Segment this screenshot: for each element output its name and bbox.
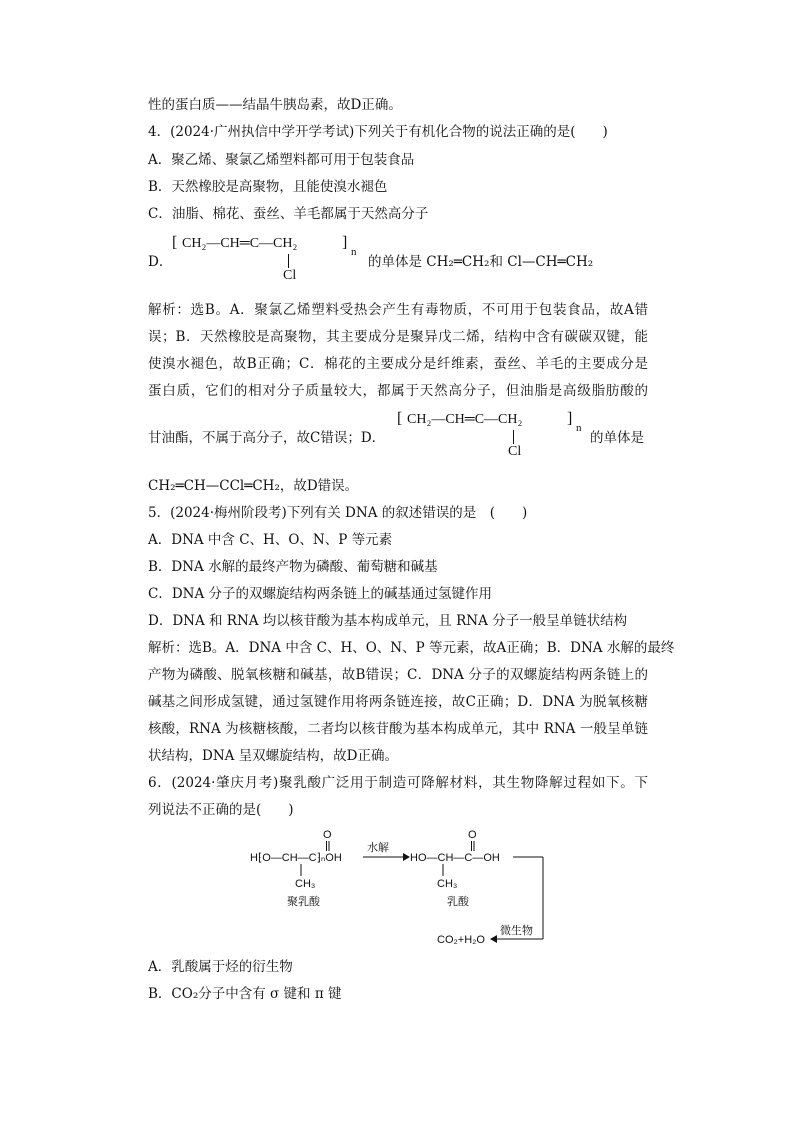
q4-explanation-1: 解析：选B。A．聚氯乙烯塑料受热会产生有毒物质，不可用于包装食品，故A错 (148, 302, 648, 318)
products-label: CO₂+H₂O (437, 934, 485, 946)
q4-formula-explanation: [ CH₂—CH═C—CH₂ ] n Cl (397, 410, 582, 459)
polymer-carbonyl-o: O (323, 829, 332, 841)
degradation-scheme (245, 825, 555, 950)
q5-option-c: C．DNA 分子的双螺旋结构两条链上的碱基通过氢键作用 (148, 586, 493, 602)
q6-stem-1: 6．(2024·肇庆月考)聚乳酸广泛用于制造可降解材料，其生物降解过程如下。下 (148, 775, 648, 791)
q6-stem-2: 列说法不正确的是( ) (148, 802, 294, 818)
q4-option-d-label: D． (148, 254, 173, 270)
q6-option-a: A．乳酸属于烃的衍生物 (148, 959, 293, 975)
monomer-formula: HO—CH—C—OH (410, 852, 500, 864)
polymer-name: 聚乳酸 (287, 896, 320, 908)
q4-option-d-text: 的单体是 CH₂═CH₂和 Cl—CH═CH₂ (368, 254, 594, 270)
q4-option-a: A．聚乙烯、聚氯乙烯塑料都可用于包装食品 (148, 152, 415, 168)
q4-explanation-6: CH₂═CH—CCl═CH₂，故D错误。 (148, 478, 359, 494)
q6-option-b: B．CO₂分子中含有 σ 键和 π 键 (148, 986, 342, 1002)
hydrolysis-label: 水解 (367, 842, 389, 854)
q5-option-d: D．DNA 和 RNA 均以核苷酸为基本构成单元，且 RNA 分子一般呈单链状结构 (148, 613, 628, 629)
polymer-n: n (351, 246, 357, 258)
q4-stem: 4．(2024·广州执信中学开学考试)下列关于有机化合物的说法正确的是( ) (148, 124, 608, 140)
polymer-formula: CH₂—CH═C—CH₂ (182, 236, 298, 251)
monomer-name: 乳酸 (447, 896, 469, 908)
q5-explanation-4: 核酸，RNA 为核糖核酸，二者均以核苷酸为基本构成单元，其中 RNA 一般呈单链 (148, 721, 648, 737)
q5-stem: 5．(2024·梅州阶段考)下列有关 DNA 的叙述错误的是 ( ) (148, 505, 528, 521)
q5-explanation-3: 碱基之间形成氢键，通过氢键作用将两条链连接，故C正确；D．DNA 为脱氧核糖 (148, 694, 648, 710)
polymer-formula-text: H⁅O—CH—C⁆ₙOH (250, 852, 342, 864)
monomer-methyl: CH₃ (437, 878, 458, 890)
intro-line: 性的蛋白质——结晶牛胰岛素，故D正确。 (148, 97, 402, 113)
polymer-formula-repeat: CH₂—CH═C—CH₂ (407, 412, 523, 427)
degradation-arrow-icon (490, 935, 497, 943)
monomer-carbonyl-o: O (468, 829, 477, 841)
q4-explanation-5b: 的单体是 (590, 430, 644, 446)
q5-option-b: B．DNA 水解的最终产物为磷酸、葡萄糖和碱基 (148, 559, 438, 575)
q4-option-b: B．天然橡胶是高聚物，且能使溴水褪色 (148, 179, 388, 195)
q4-option-c: C．油脂、棉花、蚕丝、羊毛都属于天然高分子 (148, 206, 429, 222)
q4-formula-d: [ CH₂—CH═C—CH₂ ] n Cl (172, 234, 357, 283)
chlorine-substituent-repeat: Cl (508, 444, 522, 459)
q4-explanation-5a: 甘油酯，不属于高分子，故C错误；D． (148, 430, 386, 446)
microbe-label: 微生物 (500, 925, 533, 937)
q5-explanation-1: 解析：选B。A．DNA 中含 C、H、O、N、P 等元素，故A正确；B．DNA 水解的最终 (148, 640, 675, 656)
q4-explanation-3: 使溴水褪色，故B正确；C．棉花的主要成分是纤维素，蚕丝、羊毛的主要成分是 (148, 356, 648, 372)
q4-explanation-2: 误；B．天然橡胶是高聚物，其主要成分是聚异戊二烯，结构中含有碳碳双键，能 (148, 329, 648, 345)
chlorine-substituent: Cl (283, 268, 297, 283)
q4-explanation-4: 蛋白质，它们的相对分子质量较大，都属于天然高分子，但油脂是高级脂肪酸的 (148, 383, 648, 399)
q5-explanation-2: 产物为磷酸、脱氧核糖和碱基，故B错误；C．DNA 分子的双螺旋结构两条链上的 (148, 667, 648, 683)
polymer-methyl: CH₃ (295, 878, 316, 890)
q5-option-a: A．DNA 中含 C、H、O、N、P 等元素 (148, 532, 393, 548)
polymer-n-repeat: n (576, 422, 582, 434)
hydrolysis-arrow-icon (403, 853, 410, 861)
q5-explanation-5: 状结构，DNA 呈双螺旋结构，故D正确。 (148, 748, 399, 764)
